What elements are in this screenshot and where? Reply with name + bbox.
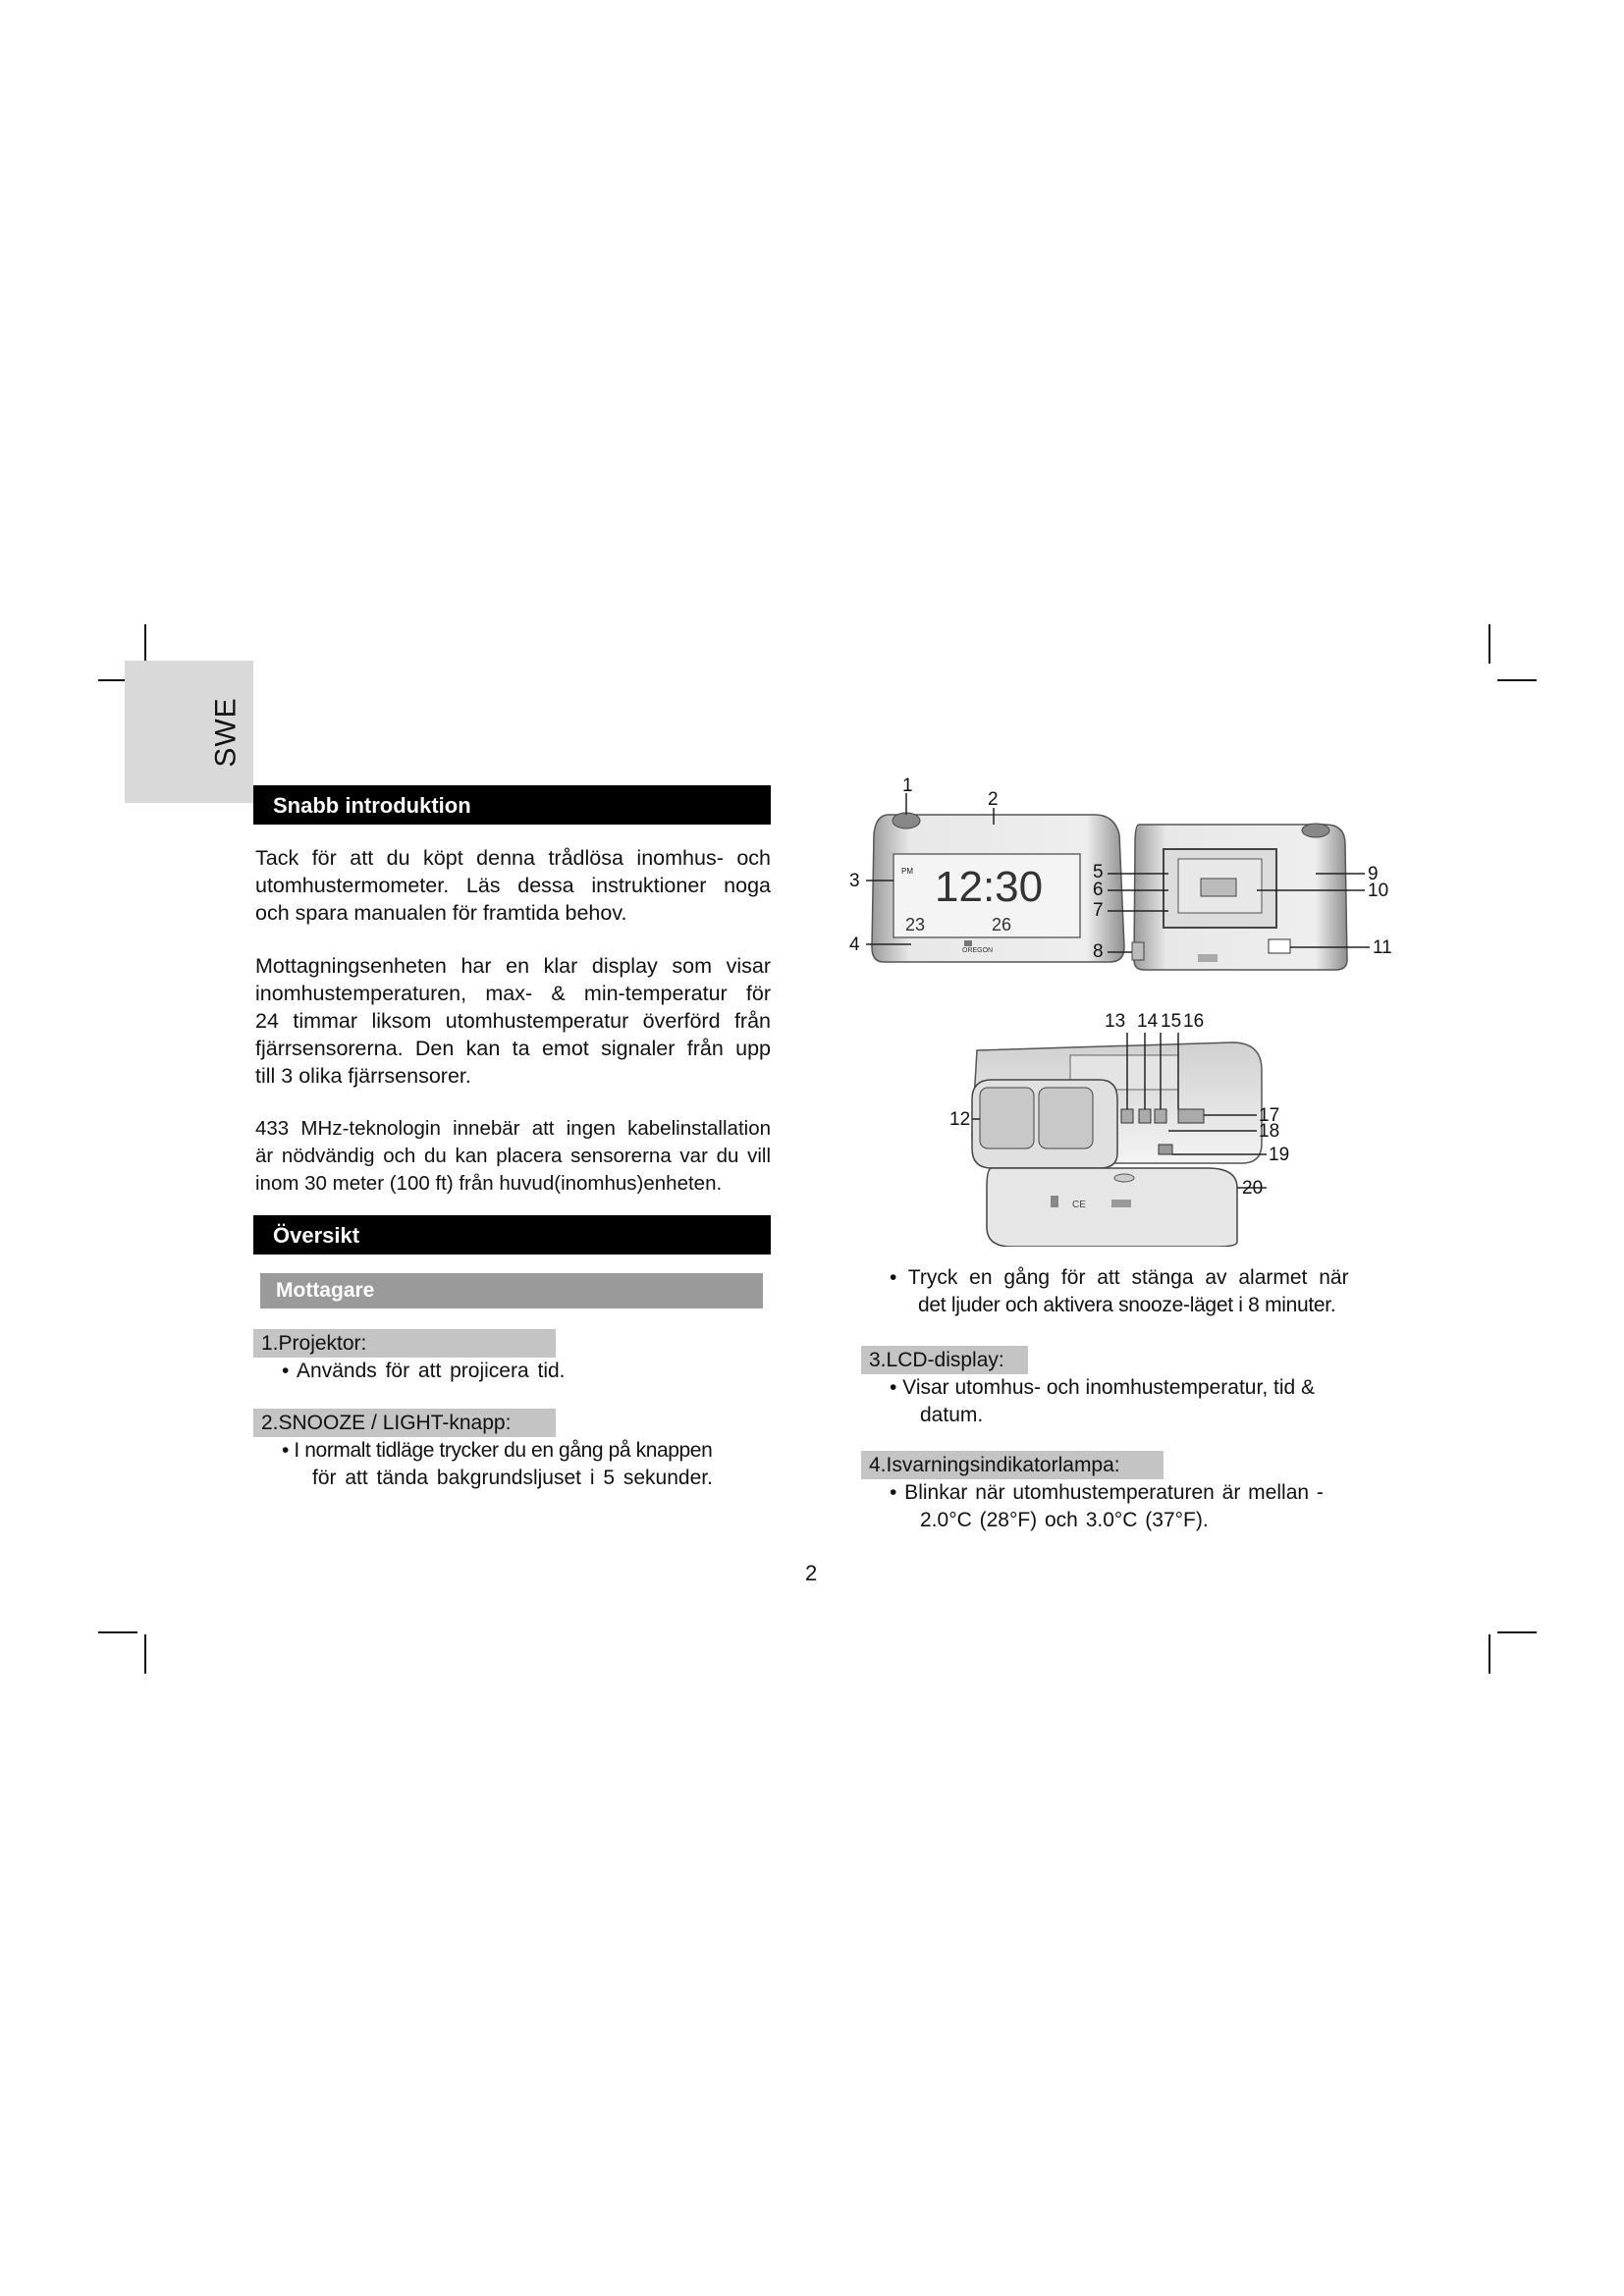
text-line: och spara manualen för framtida behov. [255,901,627,925]
lcd-temp-left: 23 [905,915,926,934]
item-label-lcd: 3.LCD-display: [861,1346,1028,1374]
bullet-text: det ljuder och aktivera snooze-läget i 8 minuter. [918,1294,1336,1316]
text-line: Tack för att du köpt denna trådlösa inomhus- och [255,846,771,870]
text-line: är nödvändig och du kan placera sensorerna var du vill [255,1145,771,1167]
section-heading-text: Översikt [273,1223,360,1248]
item-label-ice-warning: 4.Isvarningsindikatorlampa: [861,1451,1164,1479]
item-bullet-lcd [890,1374,1315,1429]
item-bullet-projector [282,1358,566,1385]
lcd-temp-right: 26 [992,915,1012,934]
crop-mark [1489,624,1490,664]
text-line: inom 30 meter (100 ft) från huvud(inomhus)enheten. [255,1172,723,1195]
svg-text:CE: CE [1072,1200,1086,1210]
text-line: utomhustermometer. Läs dessa instruktioner noga [255,874,771,897]
brand-label: OREGON [962,947,994,954]
text-line: inomhustemperaturen, max- & min-temperatur för [255,982,771,1005]
crop-mark [144,1634,146,1674]
callout-7: 7 [1093,900,1104,921]
section-heading-quick-intro [253,785,771,825]
item-label-snooze-light: 2.SNOOZE / LIGHT-knapp: [253,1409,556,1437]
callout-1: 1 [902,775,913,796]
callout-11: 11 [1373,937,1392,958]
callout-15: 15 [1161,1011,1182,1032]
callout-14: 14 [1137,1011,1159,1032]
page-number: 2 [805,1561,818,1585]
section-heading-overview [253,1215,771,1255]
text-line: 433 MHz-teknologin innebär att ingen kabelinstallation [255,1117,771,1140]
subsection-heading-text: Mottagare [276,1279,375,1302]
item-bullet-ice-warning [890,1479,1324,1534]
text-line: fjärrsensorerna. Den kan ta emot signaler från upp [255,1037,771,1060]
bullet-text: för att tända bakgrundsljuset i 5 sekunder. [312,1467,713,1489]
bottom-unit [972,1042,1262,1247]
bullet-text: • Tryck en gång för att stänga av alarmet när [890,1266,1349,1289]
callout-6: 6 [1093,880,1104,900]
intro-paragraph-3 [255,1115,771,1198]
callout-17: 17 [1259,1105,1280,1126]
callout-19: 19 [1269,1145,1290,1165]
callout-2: 2 [988,789,999,810]
callout-8: 8 [1093,941,1104,962]
intro-paragraph-2 [255,952,771,1090]
crop-mark [1497,1631,1537,1633]
callout-3: 3 [849,871,860,891]
item-bullet-snooze-alarm [890,1264,1349,1319]
callout-5: 5 [1093,862,1104,882]
crop-mark [1489,1634,1490,1674]
bullet-text: datum. [920,1404,984,1426]
bullet-text: • Blinkar när utomhustemperaturen är mellan - [890,1481,1324,1504]
lcd-time: 12:30 [935,863,1044,911]
crop-mark [144,624,146,664]
callout-18: 18 [1259,1121,1280,1142]
bullet-text: • I normalt tidläge trycker du en gång på knappen [282,1439,713,1462]
callout-12: 12 [949,1109,971,1130]
front-unit [872,813,1124,962]
language-label: SWE [209,696,243,768]
text-line: till 3 olika fjärrsensorer. [255,1064,471,1088]
bullet-text: • Visar utomhus- och inomhustemperatur, tid & [890,1376,1316,1399]
bullet-text: 2.0°C (28°F) och 3.0°C (37°F). [920,1509,1209,1531]
receiver-diagram [844,775,1394,1247]
section-heading-text: Snabb introduktion [273,793,471,818]
crop-mark [98,1631,137,1633]
callout-13: 13 [1105,1011,1126,1032]
item-bullet-snooze-light [282,1437,713,1492]
text-line: Mottagningsenheten har en klar display som visar [255,954,771,978]
intro-paragraph-1 [255,844,771,927]
bullet-text: • Används för att projicera tid. [282,1360,566,1382]
crop-mark [1497,679,1537,681]
callout-9: 9 [1368,864,1379,884]
callout-16: 16 [1183,1011,1205,1032]
lcd-pm: PM [901,867,913,876]
callout-4: 4 [849,934,860,955]
language-tab [125,661,253,803]
text-line: 24 timmar liksom utomhustemperatur överförd från [255,1009,771,1033]
subsection-heading-receiver [260,1273,763,1308]
item-label-projector: 1.Projektor: [253,1329,556,1358]
callout-20: 20 [1242,1178,1264,1199]
callout-10: 10 [1368,881,1389,901]
